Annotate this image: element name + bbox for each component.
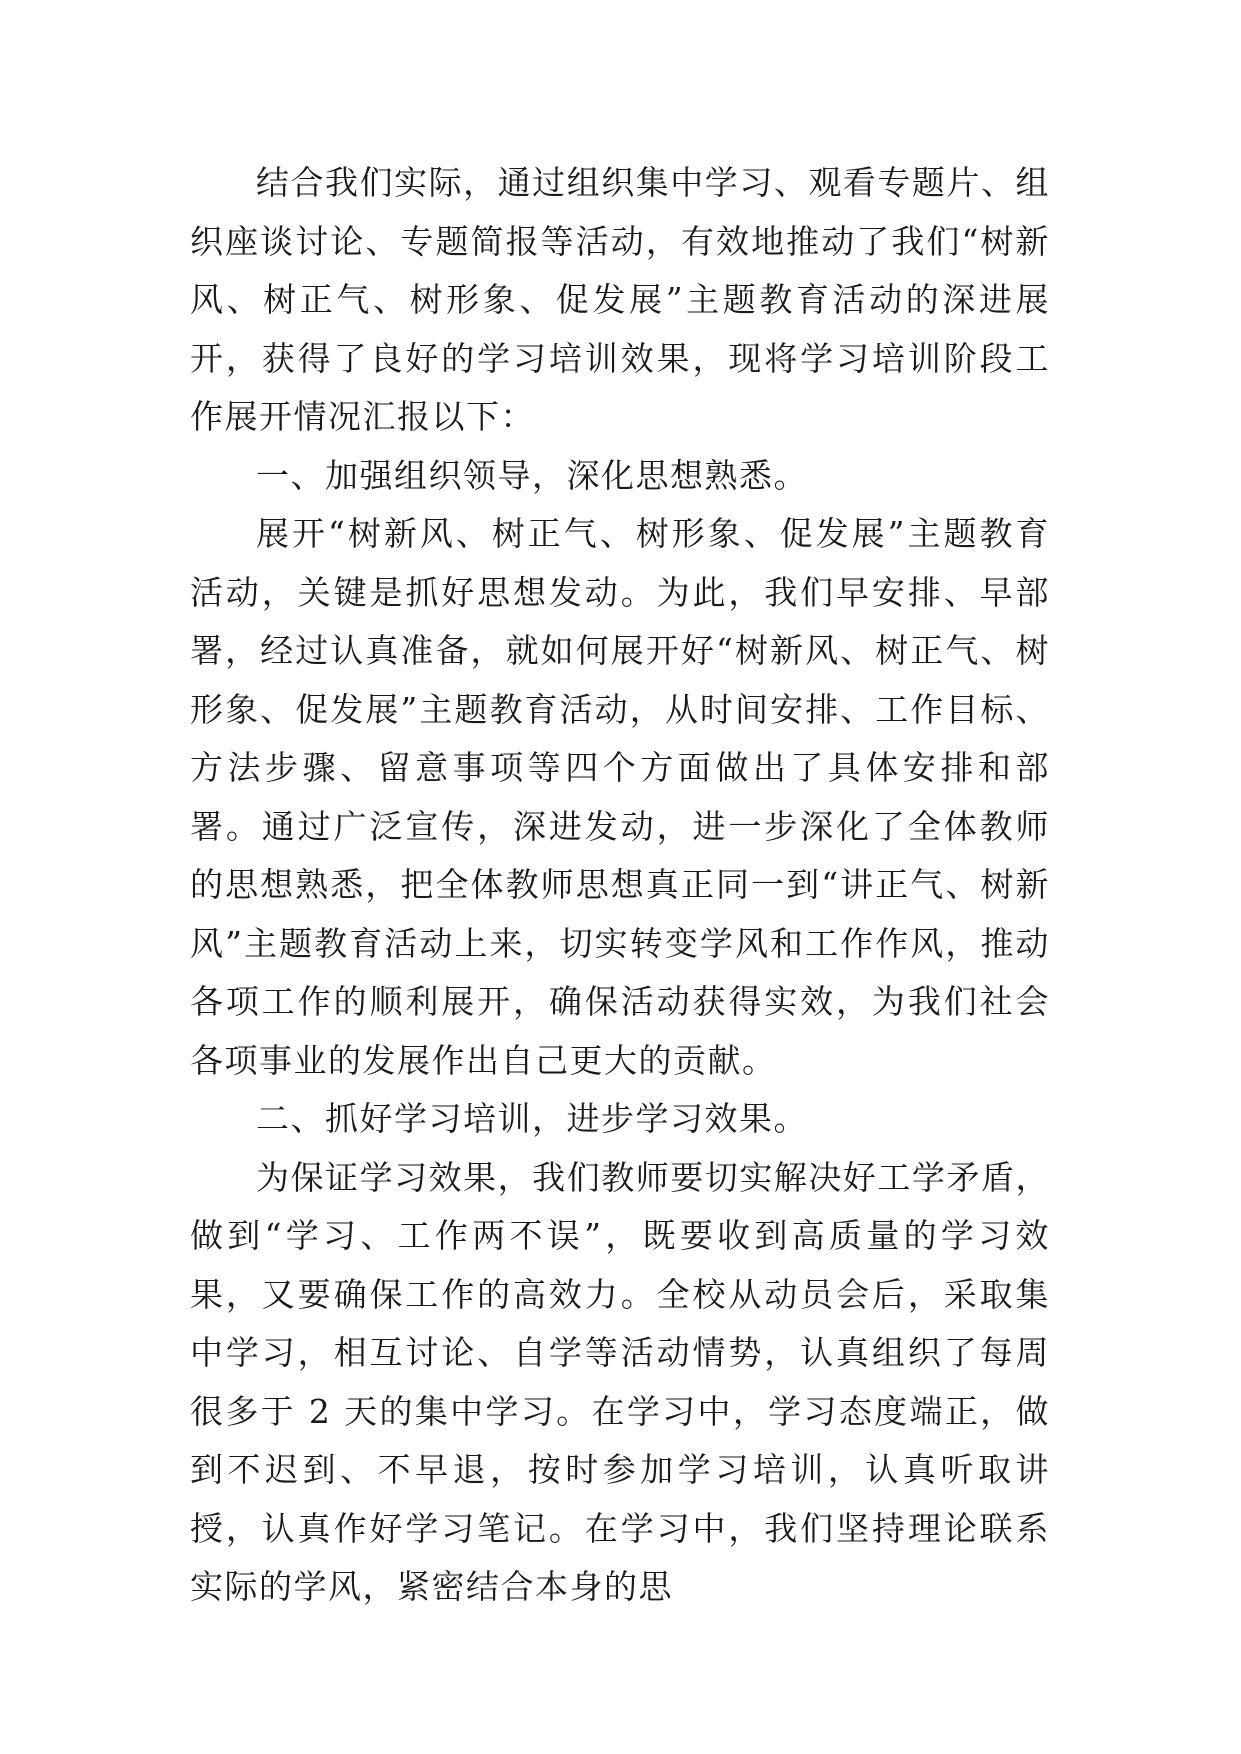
section-1-paragraph: 展开“树新风、树正气、树形象、促发展”主题教育活动，关键是抓好思想发动。为此，我们早安排、早部署，经过认真准备，就如何展开好“树新风、树正气、树形象、促发展”主题教育活动，从时间安排、工作目标、方法步骤、留意事项等四个方面做出了具体安排和部署。通过广泛宣传，深进发动，进一步深化了全体教师的思想熟悉，把全体教师思想真正同一到“讲正气、树新风”主题教育活动上来，切实转变学风和工作作风，推动各项工作的顺利展开，确保活动获得实效，为我们社会各项事业的发展作出自己更大的贡献。 — [190, 514, 1050, 1080]
section-heading-1: 一、加强组织领导，深化思想熟悉。 — [256, 455, 808, 495]
document-body — [190, 154, 1050, 1617]
section-2-paragraph: 为保证学习效果，我们教师要切实解决好工学矛盾，做到“学习、工作两不误”，既要收到高质量的学习效果，又要确保工作的高效力。全校从动员会后，采取集中学习，相互讨论、自学等活动情势，认真组织了每周很多于 2 天的集中学习。在学习中，学习态度端正，做到不迟到、不早退，按时参加学习培训，认真听取讲授，认真作好学习笔记。在学习中，我们坚持理论联系实际的学风，紧密结合本身的思 — [190, 1157, 1050, 1606]
section-heading-2: 二、抓好学习培训，进步学习效果。 — [256, 1099, 808, 1138]
intro-paragraph: 结合我们实际，通过组织集中学习、观看专题片、组织座谈讨论、专题简报等活动，有效地推动了我们“树新风、树正气、树形象、促发展”主题教育活动的深进展开，获得了良好的学习培训效果，现将学习培训阶段工作展开情况汇报以下： — [190, 163, 1050, 436]
